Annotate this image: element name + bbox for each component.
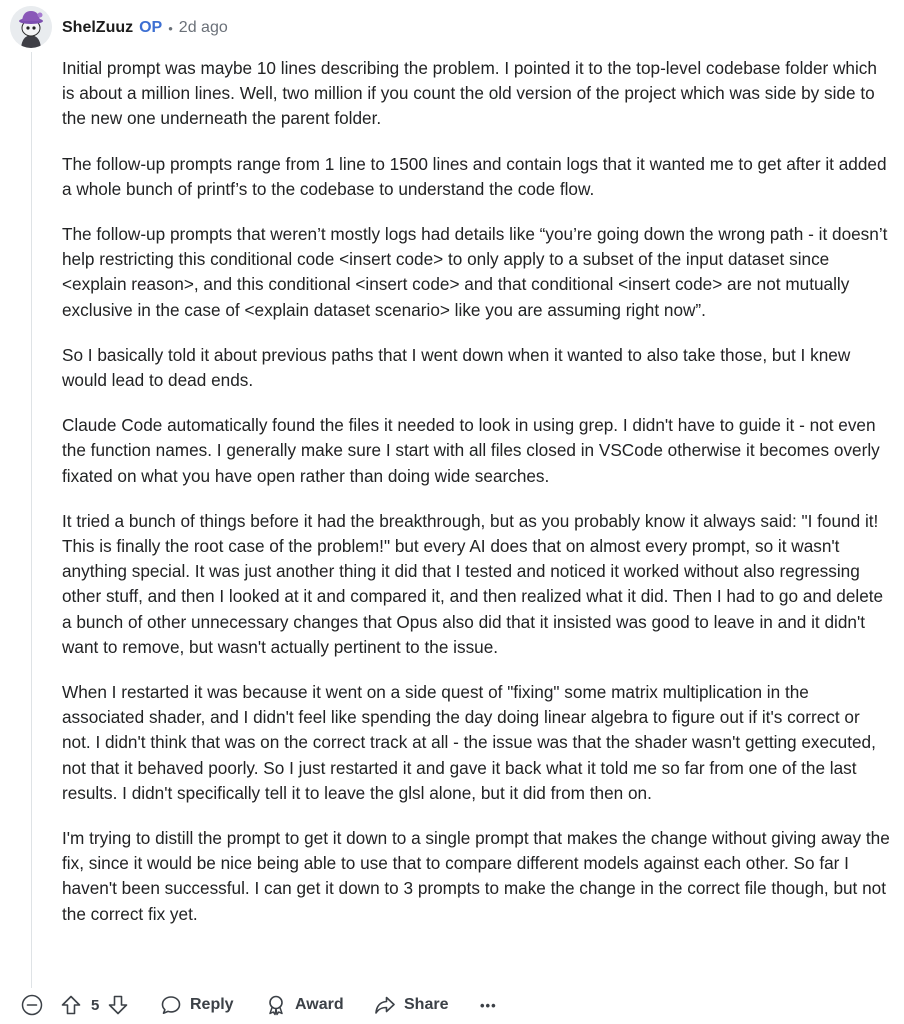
comment-header	[62, 17, 228, 39]
meta-separator: •	[168, 20, 173, 36]
comment-paragraph: The follow-up prompts range from 1 line to 1500 lines and contain logs that it wanted me to get after it added a whole bunch of printf’s to the codebase to understand the code flow.	[62, 153, 887, 199]
comment-paragraph: Claude Code automatically found the files it needed to look in using grep. I didn't have to guide it - not even the function names. I generally make sure I start with all files closed in VSCode otherwise it becomes overly fixated on what you have open rather than doing wide searches.	[62, 415, 880, 486]
reply-label: Reply	[190, 996, 234, 1013]
thread-line[interactable]	[31, 52, 32, 988]
vote-group	[60, 989, 129, 1021]
downvote-button[interactable]	[107, 994, 129, 1016]
award-ribbon-icon	[265, 994, 287, 1016]
snoo-avatar-icon	[10, 6, 52, 48]
comment-body	[62, 56, 892, 947]
upvote-button[interactable]	[60, 994, 82, 1016]
more-options-icon: •••	[480, 997, 497, 1013]
reply-button[interactable]	[160, 989, 234, 1021]
comment-paragraph: So I basically told it about previous paths that I went down when it wanted to also take those, but I knew would lead to dead ends.	[62, 344, 851, 391]
collapse-button[interactable]	[21, 989, 43, 1021]
share-button[interactable]	[374, 989, 448, 1021]
collapse-minus-icon	[21, 994, 43, 1016]
comment-paragraph: When I restarted it was because it went on a side quest of "fixing" some matrix multiplication in the associated shader, and I didn't feel like spending the day doing linear algebra to figure out if it's correct or not. I didn't think that was on the correct track at all - the issue was that the shader wasn't getting executed, not that it behaved poorly. So I just restarted it and gave it back what it told me so far from one of the last results. I didn't specifically tell it to leave the glsl alone, but it did from then on.	[62, 682, 876, 803]
more-options-button[interactable]	[480, 989, 497, 1021]
share-arrow-icon	[374, 994, 396, 1016]
comment-age[interactable]: 2d ago	[178, 19, 228, 36]
comment-paragraph: Initial prompt was maybe 10 lines describing the problem. I pointed it to the top-level codebase folder which is about a million lines. Well, two million if you count the old version of the project which was side by side to the new one underneath the parent folder.	[62, 58, 877, 129]
username[interactable]: ShelZuuz	[62, 19, 134, 36]
op-badge: OP	[139, 19, 163, 36]
vote-count: 5	[91, 996, 100, 1014]
comment-paragraph: It tried a bunch of things before it had the breakthrough, but as you probably know it always said: "I found it! This is finally the root case of the problem!" but every AI does that on almost every prompt, so it wasn't anything special. It was just another thing it did that I tested and noticed it worked without also regressing other stuff, and then I looked at it and compared it, and then realized what it did. Then I had to go and delete a bunch of other unnecessary changes that Opus also did that it insisted was good to leave in and it didn't want to remove, but wasn't actually pertinent to the issue.	[62, 510, 884, 657]
award-button[interactable]	[265, 989, 344, 1021]
avatar[interactable]	[10, 6, 52, 48]
comment-paragraph: The follow-up prompts that weren’t mostly logs had details like “you’re going down the wrong path - it doesn’t help restricting this conditional code <insert code> to only apply to a subset of the input dataset since <explain reason>, and this conditional <insert code> and that conditional <insert code> are not mutually exclusive in the case of <explain dataset scenario> like you are assuming right now”.	[62, 224, 888, 320]
downvote-arrow-icon	[107, 994, 129, 1016]
comment-actions	[0, 989, 904, 1021]
award-label: Award	[295, 996, 344, 1013]
upvote-arrow-icon	[60, 994, 82, 1016]
share-label: Share	[404, 996, 449, 1013]
comment-paragraph: I'm trying to distill the prompt to get it down to a single prompt that makes the change without giving away the fix, since it would be nice being able to use that to compare different models against each other. So far I haven't been successful. I can get it down to 3 prompts to make the change in the correct file though, but not the correct fix yet.	[62, 828, 890, 924]
speech-bubble-icon	[160, 994, 182, 1016]
